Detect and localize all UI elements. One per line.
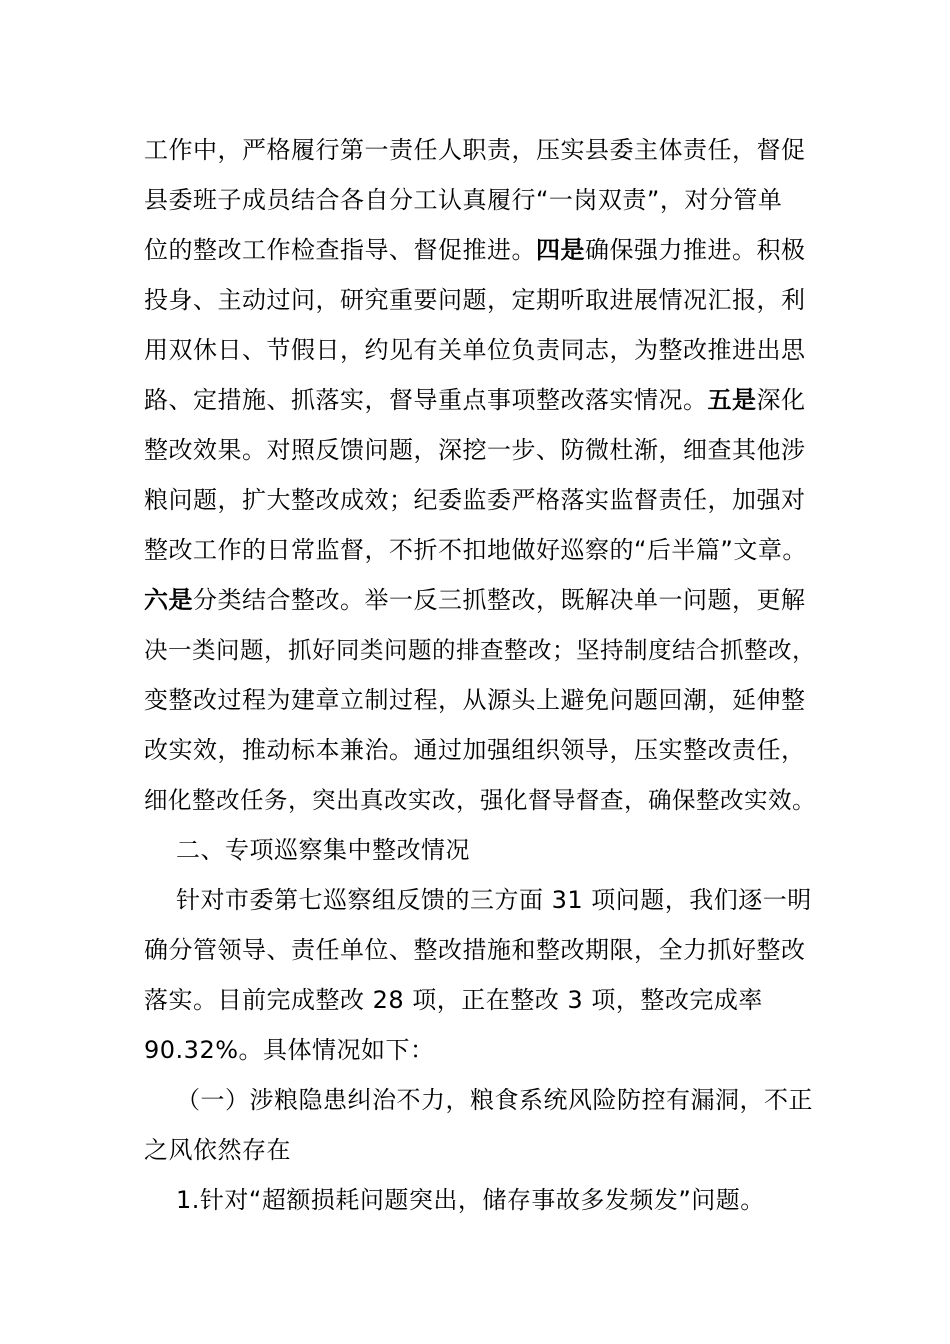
text-line xyxy=(144,1130,291,1170)
text-line xyxy=(144,780,816,820)
text-line xyxy=(144,730,806,770)
text-line xyxy=(144,380,806,420)
section-heading xyxy=(176,830,470,870)
text-line xyxy=(144,180,782,220)
bold-run: 四是 xyxy=(536,236,585,264)
text-run: 路、定措施、抓落实，督导重点事项整改落实情况。 xyxy=(144,386,708,414)
text-run: 90.32%。具体情况如下： xyxy=(144,1036,435,1064)
text-line xyxy=(144,330,806,370)
bold-run: 五是 xyxy=(707,386,757,414)
text-line xyxy=(144,580,806,620)
text-line xyxy=(144,1030,435,1070)
text-line xyxy=(144,430,806,470)
text-line xyxy=(176,1180,765,1220)
bold-run: 六是 xyxy=(144,586,193,614)
text-line xyxy=(144,130,806,170)
text-line xyxy=(144,480,806,520)
text-line xyxy=(144,530,807,570)
text-run: 工作中，严格履行第一责任人职责，压实县委主体责任，督促 xyxy=(144,136,806,164)
text-run: （一）涉粮隐患纠治不力，粮食系统风险防控有漏洞，不正 xyxy=(176,1086,813,1114)
text-run: 粮问题，扩大整改成效；纪委监委严格落实监督责任，加强对 xyxy=(144,486,806,514)
text-line xyxy=(144,230,806,270)
text-run: 改实效，推动标本兼治。通过加强组织领导，压实整改责任， xyxy=(144,736,806,764)
text-run: 县委班子成员结合各自分工认真履行“一岗双责”，对分管单 xyxy=(144,186,783,214)
text-line xyxy=(144,680,806,720)
text-run: 整改效果。对照反馈问题，深挖一步、防微杜渐，细查其他涉 xyxy=(144,436,806,464)
text-run: 用双休日、节假日，约见有关单位负责同志，为整改推进出思 xyxy=(144,336,806,364)
subsection-heading xyxy=(176,1080,813,1120)
text-run: 投身、主动过问，研究重要问题，定期听取进展情况汇报，利 xyxy=(144,286,806,314)
text-line xyxy=(144,930,806,970)
text-line xyxy=(176,880,812,920)
text-run: 整改工作的日常监督，不折不扣地做好巡察的“后半篇”文章。 xyxy=(144,536,807,564)
text-line xyxy=(144,280,806,320)
text-run: 针对市委第七巡察组反馈的三方面 31 项问题，我们逐一明 xyxy=(176,886,812,914)
text-run: 之风依然存在 xyxy=(144,1136,291,1164)
text-run: 确分管领导、责任单位、整改措施和整改期限，全力抓好整改 xyxy=(144,936,806,964)
text-run: 1.针对“超额损耗问题突出，储存事故多发频发”问题。 xyxy=(176,1186,765,1214)
text-run: 落实。目前完成整改 28 项，正在整改 3 项，整改完成率 xyxy=(144,986,763,1014)
text-run: 决一类问题，抓好同类问题的排查整改；坚持制度结合抓整改， xyxy=(144,636,816,664)
text-run: 细化整改任务，突出真改实改，强化督导督查，确保整改实效。 xyxy=(144,786,816,814)
text-run: 确保强力推进。积极 xyxy=(585,236,806,264)
text-run: 分类结合整改。举一反三抓整改，既解决单一问题，更解 xyxy=(193,586,806,614)
text-line xyxy=(144,630,816,670)
text-run: 位的整改工作检查指导、督促推进。 xyxy=(144,236,536,264)
text-line xyxy=(144,980,763,1020)
text-run: 二、专项巡察集中整改情况 xyxy=(176,836,470,864)
text-run: 深化 xyxy=(756,386,806,414)
text-run: 变整改过程为建章立制过程，从源头上避免问题回潮，延伸整 xyxy=(144,686,806,714)
